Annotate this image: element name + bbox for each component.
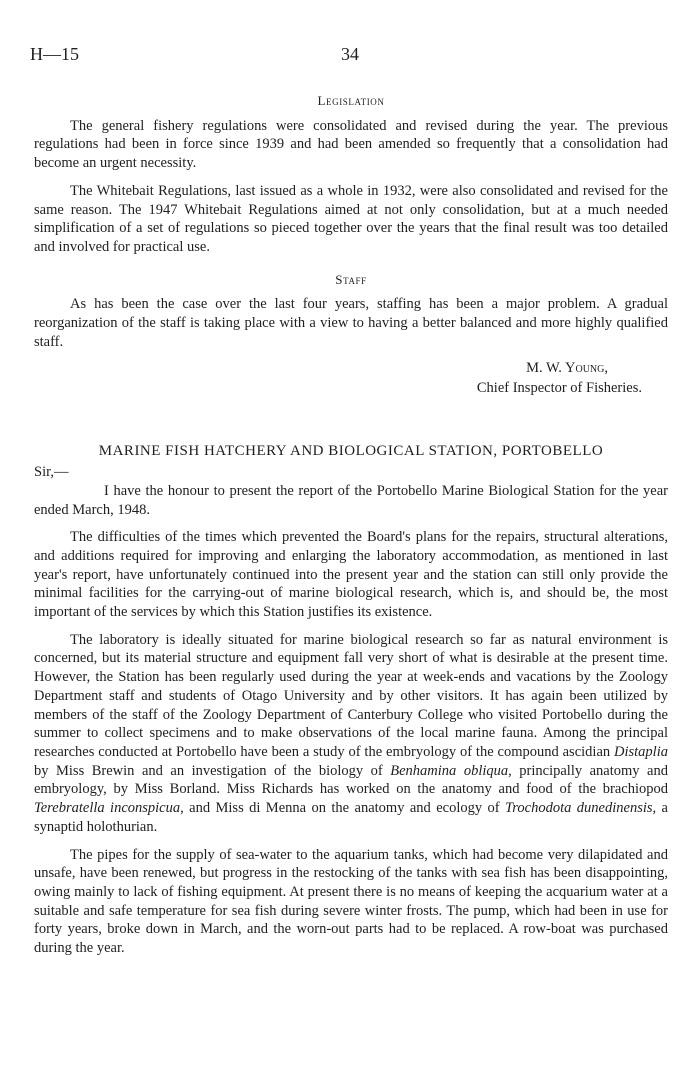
taxon-name: Trochodota dunedinensis,: [505, 800, 657, 817]
paragraph-text: by Miss Brewin and an investigation of the biology of: [34, 762, 391, 779]
taxon-name: Terebratella inconspicua,: [34, 800, 184, 817]
staff-heading: Staff: [335, 271, 367, 287]
legislation-heading: Legislation: [317, 93, 385, 108]
legislation-paragraph: The Whitebait Regulations, last issued as a whole in 1932, were also consolidated and revised for the same reason. The 1947 Whitebait Regulations aimed at not only consolidation, but at a much needed simplification of a set of regulations so pieced together over the years that the final result was too detailed and involved for practical use.: [34, 182, 668, 255]
signature-name: M. W. Young,: [526, 360, 608, 377]
paragraph-text: The laboratory is ideally situated for marine biological research so far as natural environment is concerned, but its material structure and equipment fall very short of what is desirable at the present time. However, the Station has been regularly used during the year at week-ends and vacations by the Zoology Department staff and students of Otago University and by other visitors. It has again been utilized by members of the staff of the Zoology Department of Canterbury College who visited Portobello during the summer to collect specimens and to make observations of the local marine fauna. Among the principal researches conducted at Portobello have been a study of the embryology of the compound ascidian: [34, 631, 668, 760]
hatchery-paragraph-difficulties: The difficulties of the times which prevented the Board's plans for the repairs, structural alterations, and additions required for improving and enlarging the laboratory accommodation, as mentioned in last year's report, have unfortunately continued into the present year and the station can still only provide the minimal facilities for the carrying-out of marine biological research, which is, and should be, the most important of the services by which this Station justifies its existence.: [34, 529, 668, 621]
legislation-paragraph: The general fishery regulations were consolidated and revised during the year. The previous regulations had been in force since 1939 and had been amended so frequently that a consolidation had become an urgent necessity.: [34, 117, 668, 172]
taxon-name: Benhamina obliqua,: [390, 762, 512, 779]
intro-paragraph: I have the honour to present the report of the Portobello Marine Biological Station for the year ended March, 1948.: [34, 482, 668, 518]
hatchery-section-title: MARINE FISH HATCHERY AND BIOLOGICAL STATION, PORTOBELLO: [98, 443, 604, 460]
document-body: [34, 92, 668, 967]
hatchery-paragraph-pipes: The pipes for the supply of sea-water to the aquarium tanks, which had become very dilapidated and unsafe, have been renewed, but progress in the restocking of the tanks with sea fish has been disappointing, owing mainly to lack of fishing equipment. At present there is no means of keeping the acquarium water at a suitable and safe temperature for sea fish during severe winter frosts. The pump, which had been in use for forty years, broke down in March, and the worn-out parts had to be replaced. A row-boat was purchased during the year.: [34, 846, 668, 957]
page-number: 34: [341, 44, 359, 64]
signature-title: Chief Inspector of Fisheries.: [476, 380, 642, 397]
page-header: [30, 44, 670, 66]
paragraph-text: principally anatomy and embryology, by Miss Borland. Miss Richards has worked on the anatomy and food of the brachiopod: [34, 762, 668, 798]
page-reference: H—15: [30, 44, 79, 64]
staff-paragraph: As has been the case over the last four years, staffing has been a major problem. A gradual reorganization of the staff is taking place with a view to having a better balanced and more highly qualified staff.: [34, 296, 668, 350]
paragraph-text: a synaptid holothurian.: [34, 800, 668, 835]
hatchery-paragraph-laboratory: [34, 631, 668, 837]
salutation: Sir,—: [34, 464, 69, 481]
paragraph-text: and Miss di Menna on the anatomy and ecology of: [183, 800, 506, 817]
signature-block: [34, 358, 668, 398]
taxon-name: Distaplia: [614, 743, 668, 760]
